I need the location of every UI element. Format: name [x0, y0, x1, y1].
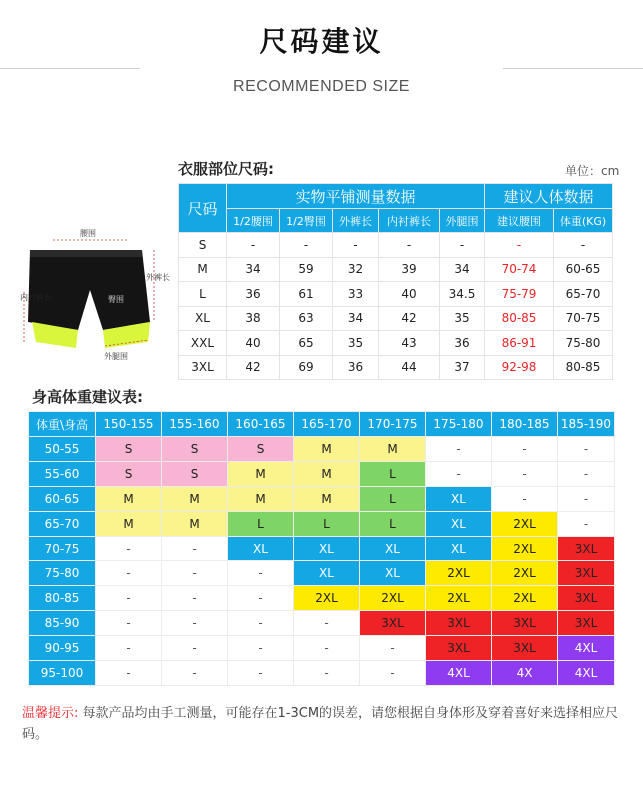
measurement-cell: 43: [379, 331, 440, 356]
size-recommendation-cell: 2XL: [492, 561, 558, 586]
size-recommendation-cell: 3XL: [492, 636, 558, 661]
size-recommendation-cell: -: [228, 636, 294, 661]
size-recommendation-cell: 3XL: [360, 611, 426, 636]
measurement-group-header: 实物平铺测量数据: [227, 184, 485, 209]
size-recommendation-cell: M: [162, 511, 228, 536]
measurement-cell: 61: [280, 282, 333, 307]
column-header: 体重(KG): [554, 209, 613, 233]
weight-label: 95-100: [29, 661, 96, 686]
size-recommendation-cell: L: [360, 461, 426, 486]
size-recommendation-cell: -: [228, 586, 294, 611]
height-header: 170-175: [360, 412, 426, 437]
figure-label-waist: 腰围: [80, 229, 96, 238]
tip-text: 每款产品均由手工测量，可能存在1-3CM的误差，请您根据自身体形及穿着喜好来选择相应尺码。: [22, 706, 619, 742]
size-recommendation-cell: -: [492, 486, 558, 511]
size-recommendation-cell: XL: [360, 561, 426, 586]
measurement-cell: -: [554, 233, 613, 258]
figure-label-outer-length: 外裤长: [146, 273, 170, 282]
size-cell: XL: [179, 306, 227, 331]
measurement-cell: 39: [379, 257, 440, 282]
size-recommendation-cell: -: [294, 661, 360, 686]
figure-label-leg: 外腿围: [104, 352, 128, 361]
tip-note: [22, 703, 622, 745]
size-recommendation-cell: 2XL: [294, 586, 360, 611]
table-row: [179, 306, 613, 331]
table-row: [29, 611, 615, 636]
table-row: [29, 561, 615, 586]
size-cell: S: [179, 233, 227, 258]
size-recommendation-cell: -: [96, 636, 162, 661]
column-header: 内衬裤长: [379, 209, 440, 233]
size-recommendation-cell: 2XL: [426, 561, 492, 586]
size-recommendation-cell: -: [558, 437, 615, 462]
height-header: 165-170: [294, 412, 360, 437]
measurement-cell: 75-79: [485, 282, 554, 307]
measurement-cell: 59: [280, 257, 333, 282]
measurement-cell: -: [440, 233, 485, 258]
column-header: 1/2腰围: [227, 209, 280, 233]
size-recommendation-cell: L: [360, 511, 426, 536]
measurement-cell: 70-74: [485, 257, 554, 282]
height-header: 155-160: [162, 412, 228, 437]
title-divider-left: [0, 68, 140, 69]
column-header: 外裤长: [333, 209, 379, 233]
size-recommendation-cell: S: [96, 461, 162, 486]
size-recommendation-cell: -: [558, 511, 615, 536]
measurement-cell: 65: [280, 331, 333, 356]
weight-label: 90-95: [29, 636, 96, 661]
size-cell: XXL: [179, 331, 227, 356]
size-recommendation-cell: -: [294, 636, 360, 661]
weight-label: 65-70: [29, 511, 96, 536]
size-cell: 3XL: [179, 355, 227, 380]
size-recommendation-cell: M: [162, 486, 228, 511]
tip-label: 温馨提示:: [22, 706, 79, 721]
size-recommendation-cell: -: [96, 661, 162, 686]
table-row: [179, 355, 613, 380]
measurement-cell: 34.5: [440, 282, 485, 307]
size-cell: M: [179, 257, 227, 282]
height-header: 175-180: [426, 412, 492, 437]
table-row: [29, 636, 615, 661]
weight-label: 60-65: [29, 486, 96, 511]
height-weight-title: 身高体重建议表:: [32, 388, 143, 406]
size-recommendation-cell: 2XL: [426, 586, 492, 611]
measurement-cell: -: [227, 233, 280, 258]
size-recommendation-cell: M: [294, 486, 360, 511]
measurement-cell: -: [333, 233, 379, 258]
size-recommendation-cell: S: [162, 461, 228, 486]
size-recommendation-cell: -: [558, 486, 615, 511]
measurement-cell: 36: [333, 355, 379, 380]
table-row: [29, 586, 615, 611]
body-group-header: 建议人体数据: [485, 184, 613, 209]
measurement-cell: 35: [333, 331, 379, 356]
measurement-cell: 37: [440, 355, 485, 380]
size-recommendation-cell: 3XL: [426, 636, 492, 661]
measurement-cell: -: [485, 233, 554, 258]
measurement-cell: -: [280, 233, 333, 258]
size-cell: L: [179, 282, 227, 307]
measurement-cell: 34: [440, 257, 485, 282]
size-recommendation-cell: M: [96, 486, 162, 511]
measurement-cell: 42: [379, 306, 440, 331]
size-recommendation-cell: -: [228, 611, 294, 636]
size-recommendation-cell: L: [360, 486, 426, 511]
weight-label: 50-55: [29, 437, 96, 462]
clothing-size-table: [178, 183, 613, 380]
size-recommendation-cell: -: [162, 611, 228, 636]
size-recommendation-cell: XL: [426, 486, 492, 511]
size-recommendation-cell: -: [426, 461, 492, 486]
measurement-cell: 42: [227, 355, 280, 380]
corner-header: 体重\身高: [29, 412, 96, 437]
height-header: 160-165: [228, 412, 294, 437]
size-recommendation-cell: 2XL: [492, 511, 558, 536]
size-recommendation-cell: -: [294, 611, 360, 636]
clothing-size-title: 衣服部位尺码:: [178, 160, 274, 178]
size-recommendation-cell: 4X: [492, 661, 558, 686]
size-recommendation-cell: XL: [360, 536, 426, 561]
measurement-cell: 69: [280, 355, 333, 380]
size-recommendation-cell: XL: [294, 561, 360, 586]
size-recommendation-cell: -: [228, 561, 294, 586]
size-recommendation-cell: -: [96, 586, 162, 611]
measurement-cell: 86-91: [485, 331, 554, 356]
table-row: [29, 461, 615, 486]
size-recommendation-cell: XL: [426, 511, 492, 536]
column-header: 1/2臀围: [280, 209, 333, 233]
size-recommendation-cell: 3XL: [426, 611, 492, 636]
weight-label: 55-60: [29, 461, 96, 486]
height-header: 150-155: [96, 412, 162, 437]
size-recommendation-cell: -: [162, 636, 228, 661]
measurement-cell: 65-70: [554, 282, 613, 307]
size-recommendation-cell: 3XL: [558, 611, 615, 636]
table-row: [29, 536, 615, 561]
size-recommendation-cell: -: [162, 586, 228, 611]
column-header: 建议腰围: [485, 209, 554, 233]
size-column-header: 尺码: [179, 184, 227, 233]
height-weight-table: [28, 411, 615, 686]
size-recommendation-cell: -: [360, 661, 426, 686]
size-recommendation-cell: 3XL: [492, 611, 558, 636]
table-row: [179, 233, 613, 258]
size-recommendation-cell: L: [294, 511, 360, 536]
measurement-cell: 63: [280, 306, 333, 331]
size-recommendation-cell: -: [96, 611, 162, 636]
page-subtitle: RECOMMENDED SIZE: [233, 78, 410, 95]
weight-label: 75-80: [29, 561, 96, 586]
measurement-cell: 32: [333, 257, 379, 282]
table-row: [29, 486, 615, 511]
size-recommendation-cell: -: [492, 461, 558, 486]
size-recommendation-cell: -: [162, 536, 228, 561]
size-recommendation-cell: L: [228, 511, 294, 536]
size-recommendation-cell: -: [426, 437, 492, 462]
size-recommendation-cell: M: [96, 511, 162, 536]
table-row: [29, 661, 615, 686]
size-recommendation-cell: M: [294, 437, 360, 462]
measurement-cell: 80-85: [554, 355, 613, 380]
size-recommendation-cell: M: [228, 461, 294, 486]
table-row: [179, 257, 613, 282]
table-row: [29, 511, 615, 536]
height-header: 185-190: [558, 412, 615, 437]
size-recommendation-cell: -: [96, 536, 162, 561]
figure-label-hip: 臀围: [108, 295, 124, 304]
size-recommendation-cell: S: [228, 437, 294, 462]
size-recommendation-cell: -: [558, 461, 615, 486]
measurement-cell: 34: [227, 257, 280, 282]
unit-label: 单位：cm: [565, 164, 620, 178]
height-header: 180-185: [492, 412, 558, 437]
size-recommendation-cell: -: [228, 661, 294, 686]
measurement-cell: 35: [440, 306, 485, 331]
figure-label-inner-length: 内衬裤长: [20, 293, 52, 302]
size-recommendation-cell: 3XL: [558, 586, 615, 611]
size-recommendation-cell: -: [96, 561, 162, 586]
weight-label: 85-90: [29, 611, 96, 636]
size-recommendation-cell: 2XL: [492, 536, 558, 561]
size-recommendation-cell: 4XL: [558, 636, 615, 661]
weight-label: 70-75: [29, 536, 96, 561]
measurement-cell: 60-65: [554, 257, 613, 282]
size-recommendation-cell: -: [162, 561, 228, 586]
size-recommendation-cell: -: [360, 636, 426, 661]
size-recommendation-cell: 3XL: [558, 536, 615, 561]
size-recommendation-cell: XL: [426, 536, 492, 561]
measurement-cell: 40: [379, 282, 440, 307]
size-recommendation-cell: XL: [228, 536, 294, 561]
page-title: 尺码建议: [259, 25, 384, 58]
size-recommendation-cell: -: [162, 661, 228, 686]
measurement-cell: 36: [227, 282, 280, 307]
measurement-cell: 40: [227, 331, 280, 356]
size-recommendation-cell: S: [96, 437, 162, 462]
size-recommendation-cell: 3XL: [558, 561, 615, 586]
shorts-measurement-figure: [8, 222, 176, 372]
measurement-cell: 75-80: [554, 331, 613, 356]
measurement-cell: 38: [227, 306, 280, 331]
size-recommendation-cell: M: [294, 461, 360, 486]
column-header: 外腿围: [440, 209, 485, 233]
title-divider-right: [503, 68, 643, 69]
measurement-cell: 33: [333, 282, 379, 307]
size-recommendation-cell: M: [228, 486, 294, 511]
measurement-cell: 36: [440, 331, 485, 356]
measurement-cell: 44: [379, 355, 440, 380]
table-row: [179, 282, 613, 307]
size-recommendation-cell: -: [492, 437, 558, 462]
weight-label: 80-85: [29, 586, 96, 611]
size-recommendation-cell: 4XL: [426, 661, 492, 686]
size-recommendation-cell: XL: [294, 536, 360, 561]
size-recommendation-cell: 2XL: [360, 586, 426, 611]
measurement-cell: 34: [333, 306, 379, 331]
table-row: [179, 331, 613, 356]
table-row: [29, 437, 615, 462]
measurement-cell: 80-85: [485, 306, 554, 331]
size-recommendation-cell: S: [162, 437, 228, 462]
size-recommendation-cell: 2XL: [492, 586, 558, 611]
size-recommendation-cell: 4XL: [558, 661, 615, 686]
measurement-cell: 92-98: [485, 355, 554, 380]
measurement-cell: 70-75: [554, 306, 613, 331]
size-recommendation-cell: M: [360, 437, 426, 462]
measurement-cell: -: [379, 233, 440, 258]
